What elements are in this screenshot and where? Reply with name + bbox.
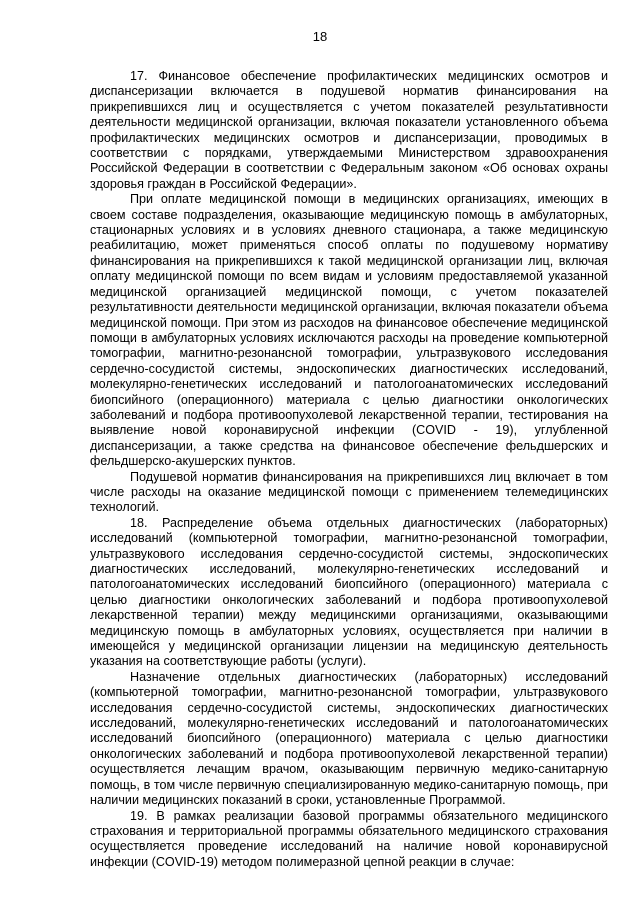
- page-number: 18: [312, 29, 328, 44]
- paragraph-17: 17. Финансовое обеспечение профилактических медицинских осмотров и диспансеризации включается в подушевой норматив финансирования на прикрепившихся лиц и осуществляется с учетом показателей результативности деятельности медицинской организации, включая показатели установленного объема профилактических медицинских осмотров и диспансеризации, проводимых в соответствии с порядками, утверждаемыми Министерством здравоохранения Российской Федерации в соответствии с Федеральным законом «Об основах охраны здоровья граждан в Российской Федерации».: [90, 69, 608, 191]
- paragraph-19: 19. В рамках реализации базовой программы обязательного медицинского страхования и территориальной программы обязательного медицинского страхования осуществляется проведение исследований на наличие новой коронавирусной инфекции (COVID-19) методом полимеразной цепной реакции в случае:: [90, 808, 608, 869]
- paragraph-18: 18. Распределение объема отдельных диагностических (лабораторных) исследований (компьютерной томографии, магнитно-резонансной томографии, ультразвукового исследования сердечно-сосудистой системы, эндоскопических диагностических исследований, молекулярно-генетических исследований и патологоанатомических исследований биопсийного (операционного) материала с целью диагностики онкологических заболеваний и подбора противоопухолевой лекарственной терапии) между медицинскими организациями, оказывающими медицинскую помощь в амбулаторных условиях, осуществляется при наличии в имеющейся у медицинской организации лицензии на медицинскую деятельность указания на соответствующие работы (услуги).: [90, 515, 608, 669]
- paragraph-per-capita-payment: При оплате медицинской помощи в медицинских организациях, имеющих в своем составе подразделения, оказывающие медицинскую помощь в амбулаторных, стационарных условиях и в условиях дневного стационара, а также медицинскую реабилитацию, может применяться способ оплаты по подушевому нормативу финансирования на прикрепившихся к такой медицинской организации лиц, включая оплату медицинской помощи по всем видам и условиям предоставляемой указанной медицинской организацией медицинской помощи, с учетом показателей результативности деятельности медицинской организации, включая показатели объема медицинской помощи. При этом из расходов на финансовое обеспечение медицинской помощи в амбулаторных условиях исключаются расходы на проведение компьютерной томографии, магнитно-резонансной томографии, ультразвукового исследования сердечно-сосудистой системы, эндоскопических диагностических исследований, молекулярно-генетических исследований и патологоанатомических исследований биопсийного (операционного) материала с целью диагностики онкологических заболеваний и подбора противоопухолевой лекарственной терапии, тестирования на выявление новой коронавирусной инфекции (COVID - 19), углубленной диспансеризации, а также средства на финансовое обеспечение фельдшерских и фельдшерско-акушерских пунктов.: [90, 192, 608, 469]
- document-body: [90, 69, 608, 870]
- paragraph-diagnostic-assignment: Назначение отдельных диагностических (лабораторных) исследований (компьютерной томографии, магнитно-резонансной томографии, ультразвукового исследования сердечно-сосудистой системы, эндоскопических диагностических исследований, молекулярно-генетических исследований и патологоанатомических исследований биопсийного (операционного) материала с целью диагностики онкологических заболеваний и подбора противоопухолевой лекарственной терапии) осуществляется лечащим врачом, оказывающим первичную медико-санитарную помощь, в том числе первичную специализированную медико-санитарную помощь, при наличии медицинских показаний в сроки, установленные Программой.: [90, 669, 608, 808]
- paragraph-telemedicine: Подушевой норматив финансирования на прикрепившихся лиц включает в том числе расходы на оказание медицинской помощи с применением телемедицинских технологий.: [90, 469, 608, 515]
